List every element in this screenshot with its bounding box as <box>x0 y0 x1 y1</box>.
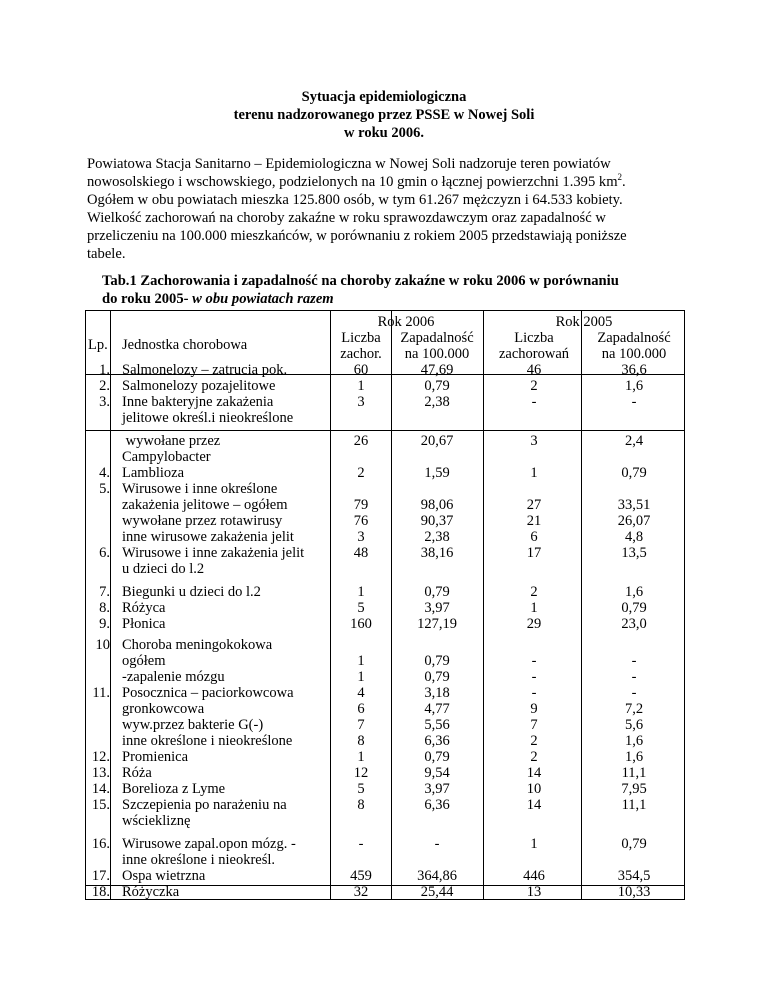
cell-rate-2006: 0,79 <box>424 749 450 765</box>
header-count-2006-line-1: Liczba <box>341 330 381 346</box>
cell-lp: 1. <box>99 362 110 378</box>
cell-cases-2006: 7 <box>357 717 365 733</box>
cell-cases-2006: 6 <box>357 701 365 717</box>
cell-cases-2005: 46 <box>526 362 542 378</box>
cell-rate-2006: 127,19 <box>417 616 457 632</box>
cell-cases-2006: 3 <box>357 394 365 410</box>
cell-rate-2005: 11,1 <box>621 797 647 813</box>
cell-rate-2005: - <box>631 685 637 701</box>
cell-rate-2006: 6,36 <box>424 733 450 749</box>
cell-rate-2006: 2,38 <box>424 529 450 545</box>
cell-rate-2005: 0,79 <box>621 836 647 852</box>
cell-cases-2006: 1 <box>357 669 365 685</box>
cell-cases-2005: 3 <box>530 433 538 449</box>
cell-disease: jelitowe określ.i nieokreślone <box>122 410 294 426</box>
cell-cases-2005: 7 <box>530 717 538 733</box>
cell-cases-2006: 79 <box>353 497 369 513</box>
cell-cases-2005: 2 <box>530 584 538 600</box>
header-year-2006: Rok 2006 <box>377 314 435 330</box>
cell-rate-2006: 90,37 <box>420 513 454 529</box>
cell-rate-2006: 1,59 <box>424 465 450 481</box>
cell-rate-2006: 4,77 <box>424 701 450 717</box>
intro-line-1: Powiatowa Stacja Sanitarno – Epidemiologiczna w Nowej Soli nadzoruje teren powiatów <box>87 156 611 172</box>
intro-line-3: Ogółem w obu powiatach mieszka 125.800 osób, w tym 61.267 mężczyzn i 64.533 kobiety. <box>87 192 623 208</box>
cell-lp: 15. <box>91 797 110 813</box>
cell-rate-2006: 20,67 <box>420 433 454 449</box>
cell-cases-2006: 2 <box>357 465 365 481</box>
cell-cases-2006: - <box>358 836 364 852</box>
cell-cases-2006: 1 <box>357 378 365 394</box>
doc-title-line-1: Sytuacja epidemiologiczna <box>301 89 467 105</box>
cell-cases-2006: 1 <box>357 584 365 600</box>
cell-rate-2005: 7,2 <box>624 701 644 717</box>
cell-lp: 8. <box>99 600 110 616</box>
cell-disease: Promienica <box>122 749 189 765</box>
cell-lp: 11. <box>92 685 110 701</box>
cell-cases-2005: - <box>531 685 537 701</box>
cell-disease: Ospa wietrzna <box>122 868 206 884</box>
cell-lp: 9. <box>99 616 110 632</box>
cell-cases-2006: 76 <box>353 513 369 529</box>
cell-cases-2005: 1 <box>530 465 538 481</box>
cell-lp: 4. <box>99 465 110 481</box>
cell-lp: 16. <box>91 836 110 852</box>
doc-title-line-3: w roku 2006. <box>344 125 424 141</box>
cell-disease: u dzieci do l.2 <box>122 561 205 577</box>
cell-rate-2005: - <box>631 653 637 669</box>
cell-cases-2006: 459 <box>350 868 372 884</box>
cell-disease: Inne bakteryjne zakażenia <box>122 394 274 410</box>
cell-rate-2005: 2,4 <box>624 433 644 449</box>
cell-disease: wściekliznę <box>122 813 191 829</box>
intro-line-2 <box>87 173 677 191</box>
cell-rate-2006: 6,36 <box>424 797 450 813</box>
cell-rate-2006: - <box>434 836 440 852</box>
cell-cases-2006: 48 <box>353 545 369 561</box>
cell-rate-2006: 25,44 <box>420 884 454 900</box>
cell-rate-2006: 5,56 <box>424 717 450 733</box>
cell-cases-2006: 5 <box>357 600 365 616</box>
cell-disease: Lamblioza <box>122 465 185 481</box>
cell-rate-2005: 1,6 <box>624 584 644 600</box>
cell-disease: inne określone i nieokreśl. <box>122 852 276 868</box>
cell-disease: zakażenia jelitowe – ogółem <box>122 497 288 513</box>
cell-rate-2005: 11,1 <box>621 765 647 781</box>
intro-line-2-text: nowosolskiego i wschowskiego, podzielonych na 10 gmin o łącznej powierzchni 1.395 km <box>87 174 618 190</box>
cell-cases-2005: 2 <box>530 733 538 749</box>
cell-disease: inne wirusowe zakażenia jelit <box>122 529 294 545</box>
cell-rate-2006: 98,06 <box>420 497 454 513</box>
cell-rate-2005: 26,07 <box>617 513 651 529</box>
cell-cases-2005: 13 <box>526 884 542 900</box>
cell-rate-2006: 3,18 <box>424 685 450 701</box>
cell-cases-2005: - <box>531 669 537 685</box>
header-rate-2006-line-1: Zapadalność <box>400 330 474 346</box>
cell-lp: 12. <box>91 749 110 765</box>
table-caption-line-1: Tab.1 Zachorowania i zapadalność na choroby zakaźne w roku 2006 w porównaniu <box>102 273 619 289</box>
cell-rate-2005: 33,51 <box>617 497 651 513</box>
cell-cases-2005: 9 <box>530 701 538 717</box>
cell-disease: Salmonelozy pozajelitowe <box>122 378 276 394</box>
cell-disease: Płonica <box>122 616 166 632</box>
cell-cases-2005: 2 <box>530 749 538 765</box>
cell-disease: -zapalenie mózgu <box>122 669 225 685</box>
cell-lp: 14. <box>91 781 110 797</box>
intro-line-6: tabele. <box>87 246 126 262</box>
cell-disease: Różyczka <box>122 884 180 900</box>
cell-cases-2005: 27 <box>526 497 542 513</box>
cell-rate-2005: 1,6 <box>624 733 644 749</box>
cell-cases-2005: 17 <box>526 545 542 561</box>
table-caption-prefix: do roku 2005- <box>102 291 193 307</box>
doc-title-line-2: terenu nadzorowanego przez PSSE w Nowej Soli <box>233 107 535 123</box>
header-rate-2006-line-2: na 100.000 <box>404 346 470 362</box>
cell-rate-2006: 0,79 <box>424 378 450 394</box>
cell-rate-2005: 36,6 <box>621 362 647 378</box>
cell-cases-2006: 5 <box>357 781 365 797</box>
header-lp: Lp. <box>88 337 108 353</box>
cell-rate-2005: 354,5 <box>617 868 651 884</box>
cell-rate-2006: 0,79 <box>424 584 450 600</box>
cell-disease: wyw.przez bakterie G(-) <box>122 717 264 733</box>
cell-disease: Róża <box>122 765 152 781</box>
cell-rate-2005: 7,95 <box>621 781 647 797</box>
cell-rate-2005: - <box>631 394 637 410</box>
cell-disease: Posocznica – paciorkowcowa <box>122 685 294 701</box>
cell-cases-2006: 60 <box>353 362 369 378</box>
cell-cases-2006: 8 <box>357 733 365 749</box>
cell-cases-2006: 1 <box>357 653 365 669</box>
cell-cases-2005: - <box>531 653 537 669</box>
cell-disease: Choroba meningokokowa <box>122 637 273 653</box>
cell-cases-2006: 4 <box>357 685 365 701</box>
cell-rate-2006: 3,97 <box>424 600 450 616</box>
cell-cases-2006: 12 <box>353 765 369 781</box>
cell-lp: 6. <box>99 545 110 561</box>
cell-disease: wywołane przez rotawirusy <box>122 513 283 529</box>
cell-disease: Biegunki u dzieci do l.2 <box>122 584 261 600</box>
cell-cases-2005: 446 <box>523 868 545 884</box>
cell-disease: Szczepienia po narażeniu na <box>122 797 287 813</box>
cell-cases-2006: 1 <box>357 749 365 765</box>
cell-rate-2006: 47,69 <box>420 362 454 378</box>
header-unit: Jednostka chorobowa <box>122 337 248 353</box>
cell-cases-2005: 29 <box>526 616 542 632</box>
cell-rate-2006: 0,79 <box>424 653 450 669</box>
cell-disease: Różyca <box>122 600 166 616</box>
header-count-2005-line-1: Liczba <box>514 330 554 346</box>
cell-cases-2005: 1 <box>530 836 538 852</box>
cell-disease: ogółem <box>122 653 166 669</box>
cell-lp: 10 <box>95 637 110 653</box>
cell-rate-2005: 5,6 <box>624 717 644 733</box>
cell-rate-2005: 1,6 <box>624 378 644 394</box>
cell-rate-2005: - <box>631 669 637 685</box>
cell-rate-2006: 0,79 <box>424 669 450 685</box>
cell-cases-2005: 14 <box>526 765 542 781</box>
header-count-2005-line-2: zachorowań <box>498 346 570 362</box>
cell-lp: 13. <box>91 765 110 781</box>
cell-cases-2006: 32 <box>353 884 369 900</box>
cell-rate-2006: 3,97 <box>424 781 450 797</box>
cell-lp: 5. <box>99 481 110 497</box>
header-rate-2005-line-1: Zapadalność <box>597 330 671 346</box>
cell-cases-2005: 14 <box>526 797 542 813</box>
cell-disease: Wirusowe zapal.opon mózg. - <box>122 836 296 852</box>
intro-line-5: przeliczeniu na 100.000 mieszkańców, w porównaniu z rokiem 2005 przedstawiają poniższe <box>87 228 627 244</box>
header-rate-2005-line-2: na 100.000 <box>601 346 667 362</box>
cell-rate-2005: 23,0 <box>621 616 647 632</box>
cell-rate-2005: 1,6 <box>624 749 644 765</box>
cell-rate-2005: 4,8 <box>624 529 644 545</box>
table-caption-italic: w obu powiatach razem <box>192 291 334 307</box>
cell-lp: 2. <box>99 378 110 394</box>
cell-cases-2006: 26 <box>353 433 369 449</box>
cell-cases-2006: 3 <box>357 529 365 545</box>
cell-disease: Borelioza z Lyme <box>122 781 226 797</box>
cell-disease: inne określone i nieokreślone <box>122 733 293 749</box>
intro-line-4: Wielkość zachorowań na choroby zakaźne w roku sprawozdawczym oraz zapadalność w <box>87 210 606 226</box>
cell-rate-2005: 0,79 <box>621 465 647 481</box>
cell-lp: 7. <box>99 584 110 600</box>
cell-disease: wywołane przez <box>122 433 221 449</box>
cell-rate-2005: 0,79 <box>621 600 647 616</box>
cell-cases-2006: 8 <box>357 797 365 813</box>
cell-cases-2005: 6 <box>530 529 538 545</box>
cell-cases-2005: 10 <box>526 781 542 797</box>
cell-rate-2006: 364,86 <box>417 868 457 884</box>
cell-rate-2005: 13,5 <box>621 545 647 561</box>
table-caption-line-2 <box>102 290 692 308</box>
cell-cases-2005: 2 <box>530 378 538 394</box>
intro-line-2-end: . <box>622 174 626 190</box>
header-count-2006-line-2: zachor. <box>340 346 382 362</box>
cell-lp: 3. <box>99 394 110 410</box>
cell-rate-2005: 10,33 <box>617 884 651 900</box>
cell-rate-2006: 9,54 <box>424 765 450 781</box>
cell-cases-2005: - <box>531 394 537 410</box>
cell-disease: gronkowcowa <box>122 701 205 717</box>
cell-lp: 17. <box>91 868 110 884</box>
cell-disease: Campylobacter <box>122 449 211 465</box>
cell-disease: Wirusowe i inne określone <box>122 481 278 497</box>
header-year-2005: Rok 2005 <box>555 314 613 330</box>
cell-cases-2005: 21 <box>526 513 542 529</box>
cell-disease: Salmonelozy – zatrucia pok. <box>122 362 288 378</box>
cell-cases-2005: 1 <box>530 600 538 616</box>
cell-cases-2006: 160 <box>350 616 372 632</box>
intro-line-2-superscript: 2 <box>617 172 623 183</box>
cell-disease: Wirusowe i inne zakażenia jelit <box>122 545 305 561</box>
cell-rate-2006: 2,38 <box>424 394 450 410</box>
cell-lp: 18. <box>91 884 110 900</box>
cell-rate-2006: 38,16 <box>420 545 454 561</box>
